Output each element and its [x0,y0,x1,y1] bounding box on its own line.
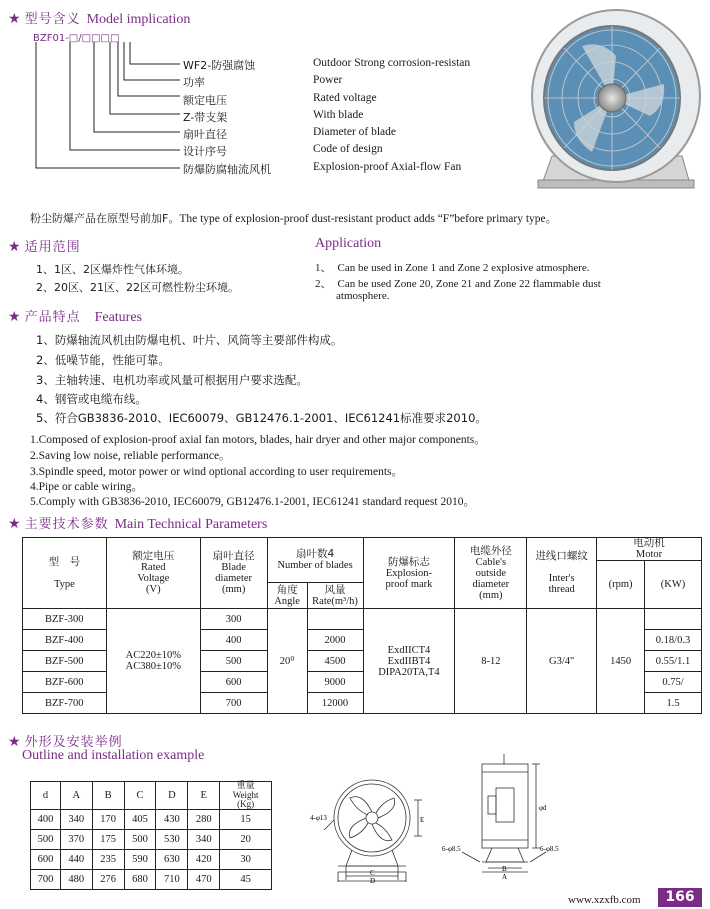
dim-cell: 405 [124,810,156,830]
header-thread: 进线口螺纹 Inter's thread [527,538,597,609]
application-en-item: 2、 Can be used Zone 20, Zone 21 and Zone 22 flammable dust [315,278,601,290]
dim-label-b: B [502,865,507,873]
dim-cell: 710 [156,870,188,890]
dim-cell: 340 [60,810,92,830]
dim-cell: 235 [92,850,124,870]
fan-product-image [512,6,702,196]
type-cell: BZF-700 [23,693,107,714]
star-icon: ★ [8,240,21,255]
feature-cn-item: 5、符合GB3836-2010、IEC60079、GB12476.1-2001、IEC61241标准要求2010。 [36,411,487,425]
type-cell: BZF-400 [23,630,107,651]
features-section-title: ★ 产品特点 Features [8,310,143,325]
header-blades: 扇叶数4 Number of blades [267,538,363,583]
dim-cell: 30 [220,850,272,870]
header-type: 型 号 Type [23,538,107,609]
rpm-cell: 1450 [597,609,645,714]
hole-label-1: 4-φ13 [310,814,327,822]
params-section-title: ★ 主要技术参数 Main Technical Parameters [8,517,268,532]
application-en-item: 1、 Can be used in Zone 1 and Zone 2 explosive atmosphere. [315,262,590,274]
header-mark: 防爆标志 Explosion- proof mark [363,538,455,609]
star-icon: ★ [8,310,21,325]
page-number: 166 [658,888,702,907]
diameter-cell: 500 [200,651,267,672]
dim-cell: 20 [220,830,272,850]
star-icon: ★ [8,12,21,27]
feature-en-item: 2.Saving low noise, reliable performance。 [30,450,231,462]
flow-cell: 9000 [307,672,363,693]
application-title-cn: ★ 适用范围 [8,240,81,255]
dim-header: E [188,782,220,810]
dim-header: B [92,782,124,810]
application-title-en: Application [315,236,382,251]
header-diameter: 扇叶直径 Blade diameter (mm) [200,538,267,609]
header-rpm: (rpm) [597,561,645,609]
dim-cell: 500 [124,830,156,850]
diameter-cell: 300 [200,609,267,630]
dim-cell: 400 [31,810,61,830]
flow-cell: 4500 [307,651,363,672]
dim-cell: 470 [188,870,220,890]
header-motor: 电动机 Motor [597,538,702,561]
kw-cell: 0.75/ [645,672,702,693]
hole-label-3: 6-φ8.5 [540,845,559,853]
dim-cell: 15 [220,810,272,830]
cable-cell: 8-12 [455,609,527,714]
model-section-title: ★ 型号含义 Model implication [8,12,191,27]
dim-cell: 175 [92,830,124,850]
dim-cell: 370 [60,830,92,850]
application-cn-item: 1、1区、2区爆炸性气体环境。 [36,263,189,276]
star-icon: ★ [8,517,21,532]
voltage-cell: AC220±10% AC380±10% [106,609,200,714]
flow-cell: 12000 [307,693,363,714]
model-note: 粉尘防爆产品在原型号前加F。The type of explosion-proof dust-resistant product adds “F”before primary type。 [30,212,558,225]
flow-cell: 2000 [307,630,363,651]
dim-header: A [60,782,92,810]
kw-cell [645,609,702,630]
angle-cell: 20⁰ [267,609,307,714]
model-code-brackets [30,42,180,182]
outline-title-en: Outline and installation example [22,748,205,763]
dim-cell: 630 [156,850,188,870]
dim-cell: 170 [92,810,124,830]
feature-cn-item: 4、钢管或电缆布线。 [36,392,147,406]
hole-label-2: 6-φ8.5 [442,845,461,853]
dim-cell: 700 [31,870,61,890]
dim-label-phi-d: φd [539,804,547,812]
dim-cell: 500 [31,830,61,850]
feature-en-item: 3.Spindle speed, motor power or wind optional according to user requirements。 [30,466,404,478]
side-view-drawing [442,752,572,882]
type-cell: BZF-300 [23,609,107,630]
dim-cell: 480 [60,870,92,890]
dim-label-a: A [502,873,508,881]
dim-label-d: D [370,877,376,885]
dim-cell: 45 [220,870,272,890]
params-table [22,537,702,714]
header-angle: 角度 Angle [267,583,307,609]
kw-cell: 0.55/1.1 [645,651,702,672]
kw-cell: 0.18/0.3 [645,630,702,651]
feature-cn-item: 3、主轴转速、电机功率或风量可根据用户要求选配。 [36,373,308,387]
dim-cell: 276 [92,870,124,890]
feature-cn-item: 2、低噪节能，性能可靠。 [36,353,170,367]
diameter-cell: 700 [200,693,267,714]
dim-cell: 420 [188,850,220,870]
dim-label-c: C [370,869,375,877]
dim-header: D [156,782,188,810]
dim-header: C [124,782,156,810]
dim-cell: 680 [124,870,156,890]
feature-en-item: 1.Composed of explosion-proof axial fan motors, blades, hair dryer and other major components。 [30,434,486,446]
dim-cell: 530 [156,830,188,850]
application-cn-item: 2、20区、21区、22区可燃性粉尘环境。 [36,281,239,294]
dim-cell: 280 [188,810,220,830]
dim-header-weight: 重量 Weight (Kg) [220,782,272,810]
outline-title-cn: ★ 外形及安装举例 [8,735,123,750]
star-icon: ★ [8,735,21,750]
header-flow: 风量 Rate(m³/h) [307,583,363,609]
dim-cell: 600 [31,850,61,870]
diameter-cell: 400 [200,630,267,651]
dim-cell: 440 [60,850,92,870]
kw-cell: 1.5 [645,693,702,714]
dim-cell: 340 [188,830,220,850]
thread-cell: G3/4" [527,609,597,714]
model-code: BZF01-□/□□□□ [33,33,120,44]
feature-en-item: 4.Pipe or cable wiring。 [30,481,144,493]
application-en-item-cont: atmosphere. [336,290,390,302]
type-cell: BZF-600 [23,672,107,693]
dim-cell: 430 [156,810,188,830]
dim-label-e: E [420,816,425,824]
dim-header: d [31,782,61,810]
front-view-drawing [302,770,432,885]
type-cell: BZF-500 [23,651,107,672]
dimensions-table [30,781,272,890]
flow-cell [307,609,363,630]
footer-url: www.xzxfb.com [568,894,641,906]
header-kw: (KW) [645,561,702,609]
dim-cell: 590 [124,850,156,870]
mark-cell: ExdIICT4 ExdIIBT4 DIPA20TA,T4 [363,609,455,714]
header-cable: 电缆外径 Cable's outside diameter (mm) [455,538,527,609]
feature-cn-item: 1、防爆轴流风机由防爆电机、叶片、风筒等主要部件构成。 [36,333,343,347]
feature-en-item: 5.Comply with GB3836-2010, IEC60079, GB12476.1-2001, IEC61241 standard request 2010。 [30,496,475,508]
header-voltage: 额定电压 Rated Voltage (V) [106,538,200,609]
diameter-cell: 600 [200,672,267,693]
